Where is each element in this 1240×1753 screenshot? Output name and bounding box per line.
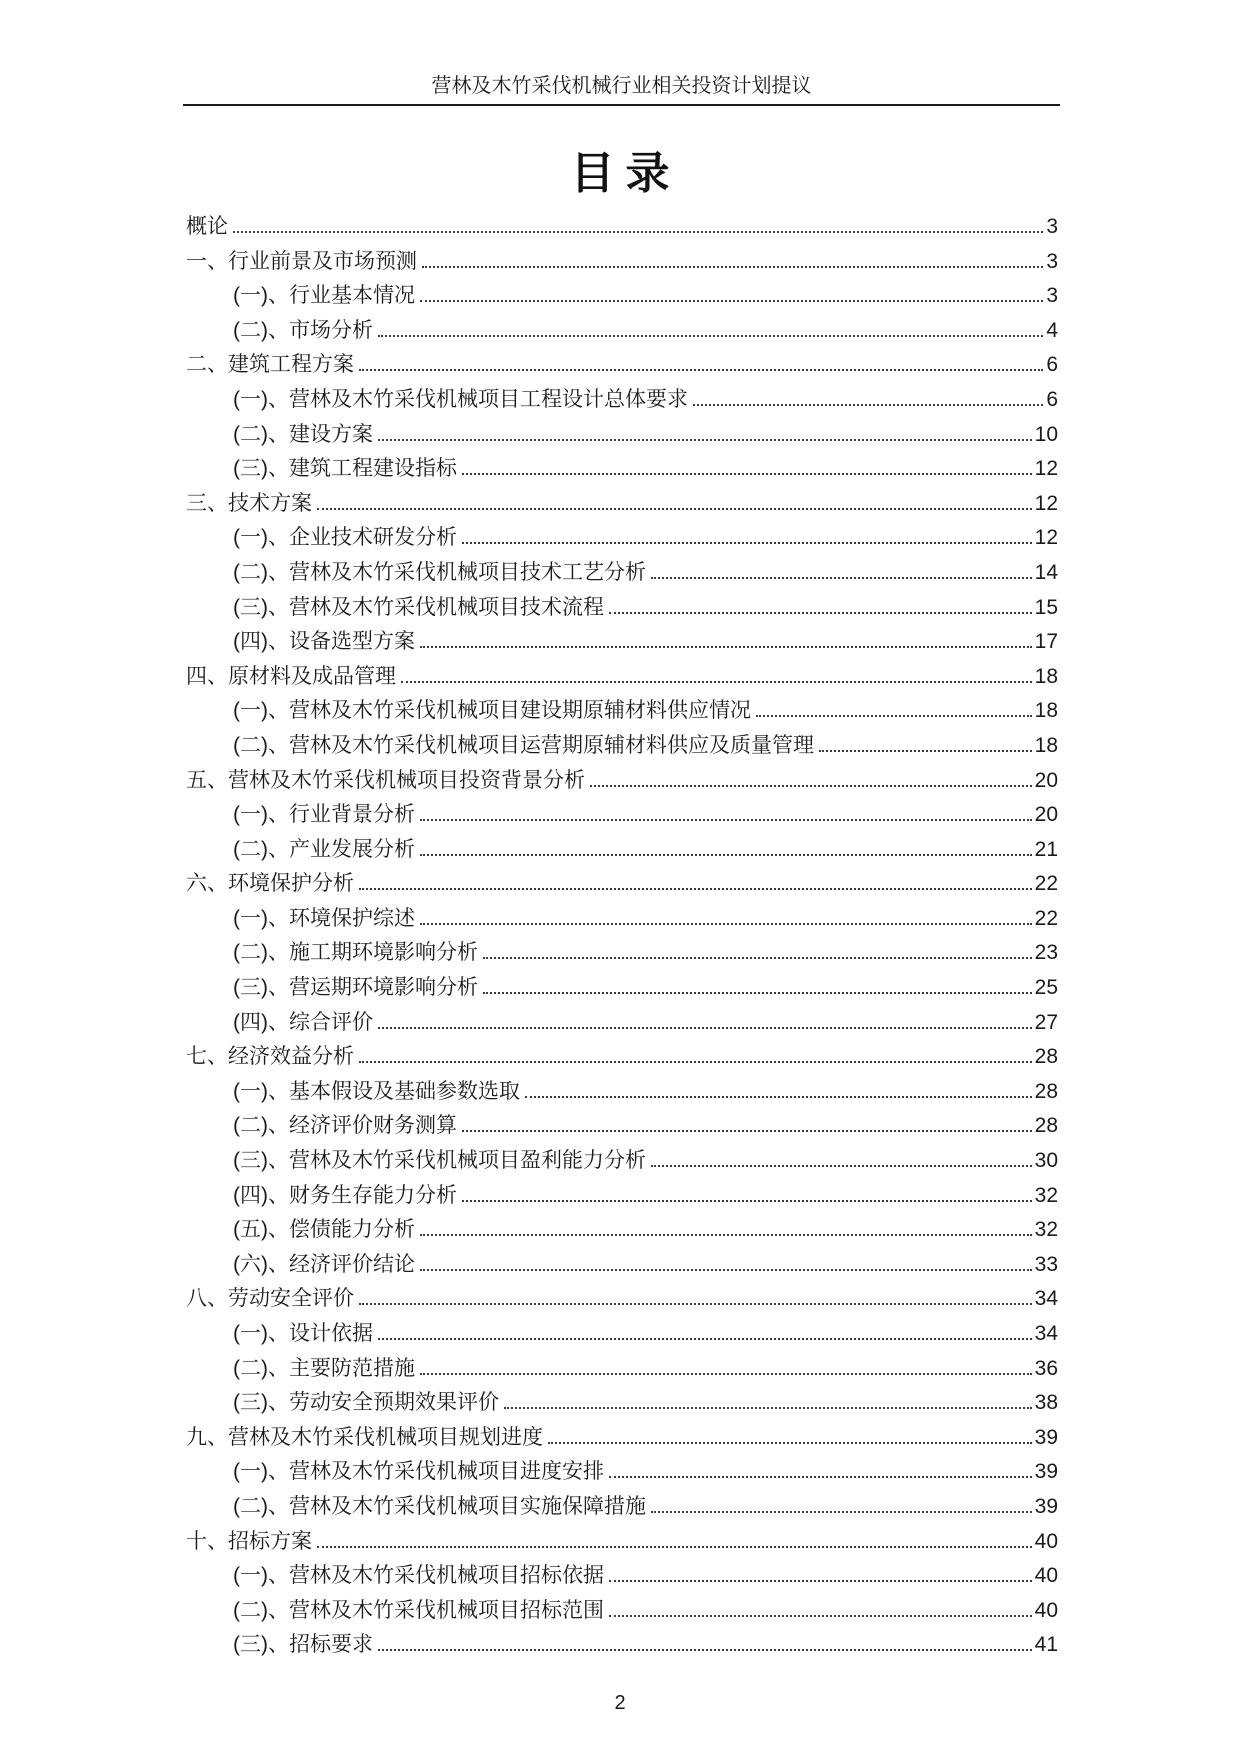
- toc-entry[interactable]: [186, 279, 1058, 314]
- dotted-leader: [401, 681, 1032, 683]
- toc-entry-label: 五、营林及木竹采伐机械项目投资背景分析: [186, 768, 585, 792]
- dotted-leader: [359, 1061, 1032, 1063]
- dotted-leader: [359, 888, 1032, 890]
- toc-entry-page-number: 34: [1034, 1322, 1058, 1345]
- toc-entry-page-number: 40: [1034, 1529, 1058, 1553]
- toc-entry-page-number: 39: [1034, 1425, 1058, 1449]
- toc-entry-label: 七、经济效益分析: [186, 1045, 354, 1069]
- dotted-leader: [609, 1615, 1032, 1617]
- dotted-leader: [359, 369, 1043, 371]
- toc-entry[interactable]: [186, 245, 1058, 280]
- toc-entry-page-number: 3: [1046, 215, 1058, 238]
- toc-entry[interactable]: [186, 1421, 1058, 1456]
- toc-entry-label: (三)、招标要求: [233, 1633, 373, 1657]
- toc-entry-page-number: 15: [1034, 595, 1058, 619]
- toc-entry-label: (三)、建筑工程建设指标: [233, 457, 457, 481]
- toc-entry[interactable]: [186, 556, 1058, 591]
- dotted-leader: [378, 1338, 1032, 1340]
- toc-entry[interactable]: [186, 418, 1058, 453]
- toc-entry-page-number: 40: [1034, 1564, 1058, 1588]
- dotted-leader: [525, 1096, 1032, 1098]
- toc-entry-label: (二)、营林及木竹采伐机械项目招标范围: [233, 1598, 604, 1622]
- toc-entry[interactable]: [186, 314, 1058, 349]
- dotted-leader: [420, 300, 1043, 302]
- toc-entry-label: (二)、市场分析: [233, 318, 373, 342]
- toc-entry-label: (一)、营林及木竹采伐机械项目招标依据: [233, 1564, 604, 1588]
- toc-entry[interactable]: [186, 936, 1058, 971]
- toc-title: 目 录: [570, 149, 670, 198]
- toc-entry-page-number: 32: [1034, 1183, 1058, 1207]
- dotted-leader: [420, 1269, 1032, 1271]
- toc-entry[interactable]: [186, 348, 1058, 383]
- toc-entry[interactable]: [186, 1213, 1058, 1248]
- toc-entry-page-number: 3: [1046, 284, 1058, 308]
- toc-entry-page-number: 41: [1034, 1633, 1058, 1657]
- toc-entry-page-number: 20: [1034, 803, 1058, 827]
- dotted-leader: [462, 542, 1032, 544]
- dotted-leader: [462, 1200, 1032, 1202]
- toc-entry[interactable]: [186, 1144, 1058, 1179]
- toc-entry-page-number: 33: [1034, 1252, 1058, 1276]
- dotted-leader: [462, 473, 1032, 475]
- toc-entry-label: (一)、行业背景分析: [233, 803, 415, 827]
- toc-entry-page-number: 6: [1046, 387, 1058, 411]
- toc-entry[interactable]: [186, 764, 1058, 799]
- dotted-leader: [420, 646, 1032, 648]
- toc-entry-page-number: 34: [1034, 1287, 1058, 1311]
- dotted-leader: [420, 854, 1032, 856]
- dotted-leader: [651, 1165, 1032, 1167]
- dotted-leader: [590, 785, 1032, 787]
- toc-entry[interactable]: [186, 1179, 1058, 1214]
- dotted-leader: [317, 1546, 1032, 1548]
- toc-entry-label: (一)、行业基本情况: [233, 284, 415, 308]
- dotted-leader: [420, 819, 1032, 821]
- toc-entry-page-number: 27: [1034, 1010, 1058, 1034]
- page-footer: [0, 1692, 1240, 1715]
- toc-entry-label: (五)、偿债能力分析: [233, 1218, 415, 1242]
- toc-entry-label: 九、营林及木竹采伐机械项目规划进度: [186, 1425, 543, 1449]
- toc-entry-page-number: 36: [1034, 1356, 1058, 1380]
- toc-entry[interactable]: [186, 452, 1058, 487]
- toc-entry[interactable]: [186, 1248, 1058, 1283]
- toc-entry-page-number: 39: [1034, 1494, 1058, 1518]
- toc-entry[interactable]: [186, 1282, 1058, 1317]
- toc-entry-page-number: 28: [1034, 1114, 1058, 1138]
- toc-entry-label: (四)、财务生存能力分析: [233, 1183, 457, 1207]
- toc-entry[interactable]: [186, 521, 1058, 556]
- dotted-leader: [651, 1511, 1032, 1513]
- dotted-leader: [483, 992, 1032, 994]
- dotted-leader: [422, 266, 1043, 268]
- toc-list: [186, 210, 1058, 1663]
- toc-entry[interactable]: [186, 1317, 1058, 1352]
- toc-entry-page-number: 22: [1034, 872, 1058, 896]
- toc-entry[interactable]: [186, 625, 1058, 660]
- toc-entry-page-number: 12: [1034, 526, 1058, 550]
- toc-entry[interactable]: [186, 1352, 1058, 1387]
- toc-entry[interactable]: [186, 660, 1058, 695]
- toc-entry-label: (一)、企业技术研发分析: [233, 526, 457, 550]
- toc-entry-label: 一、行业前景及市场预测: [186, 249, 417, 273]
- toc-entry-label: 二、建筑工程方案: [186, 353, 354, 377]
- toc-entry[interactable]: [186, 210, 1058, 245]
- toc-entry-page-number: 40: [1034, 1598, 1058, 1622]
- toc-entry-label: 三、技术方案: [186, 491, 312, 515]
- toc-entry-page-number: 39: [1034, 1460, 1058, 1484]
- dotted-leader: [359, 1303, 1032, 1305]
- toc-entry[interactable]: [186, 1594, 1058, 1629]
- toc-entry-page-number: 12: [1034, 457, 1058, 481]
- toc-entry-page-number: 6: [1046, 353, 1058, 377]
- dotted-leader: [420, 923, 1032, 925]
- toc-entry-label: (二)、营林及木竹采伐机械项目实施保障措施: [233, 1494, 646, 1518]
- toc-entry[interactable]: [186, 1006, 1058, 1041]
- toc-entry-label: (三)、劳动安全预期效果评价: [233, 1391, 499, 1415]
- toc-entry-label: 概论: [186, 215, 228, 238]
- toc-entry[interactable]: [186, 902, 1058, 937]
- toc-entry-label: (二)、施工期环境影响分析: [233, 941, 478, 965]
- toc-entry[interactable]: [186, 591, 1058, 626]
- toc-entry[interactable]: [186, 833, 1058, 868]
- dotted-leader: [609, 612, 1032, 614]
- dotted-leader: [233, 231, 1043, 233]
- toc-entry-page-number: 25: [1034, 976, 1058, 1000]
- toc-entry[interactable]: [186, 798, 1058, 833]
- toc-entry-label: 十、招标方案: [186, 1529, 312, 1553]
- dotted-leader: [693, 404, 1043, 406]
- toc-entry[interactable]: [186, 383, 1058, 418]
- toc-entry[interactable]: [186, 1109, 1058, 1144]
- toc-entry-label: (一)、环境保护综述: [233, 906, 415, 930]
- dotted-leader: [420, 1234, 1032, 1236]
- toc-entry[interactable]: [186, 1386, 1058, 1421]
- toc-entry-label: (三)、营林及木竹采伐机械项目盈利能力分析: [233, 1149, 646, 1173]
- toc-entry-label: (一)、营林及木竹采伐机械项目进度安排: [233, 1460, 604, 1484]
- dotted-leader: [483, 957, 1032, 959]
- dotted-leader: [651, 577, 1032, 579]
- dotted-leader: [462, 1130, 1032, 1132]
- dotted-leader: [378, 335, 1043, 337]
- toc-entry-page-number: 32: [1034, 1218, 1058, 1242]
- toc-entry-page-number: 38: [1034, 1391, 1058, 1415]
- dotted-leader: [609, 1580, 1032, 1582]
- toc-entry-page-number: 28: [1034, 1079, 1058, 1103]
- toc-entry[interactable]: [186, 729, 1058, 764]
- toc-entry-label: (一)、设计依据: [233, 1322, 373, 1345]
- toc-entry-label: (三)、营运期环境影响分析: [233, 976, 478, 1000]
- toc-entry-page-number: 3: [1046, 249, 1058, 273]
- dotted-leader: [378, 439, 1032, 441]
- toc-entry-label: (二)、营林及木竹采伐机械项目技术工艺分析: [233, 560, 646, 584]
- toc-entry-label: (二)、建设方案: [233, 422, 373, 446]
- toc-entry-label: (一)、营林及木竹采伐机械项目工程设计总体要求: [233, 387, 688, 411]
- toc-entry[interactable]: [186, 1040, 1058, 1075]
- toc-entry-page-number: 23: [1034, 941, 1058, 965]
- toc-entry-page-number: 21: [1034, 837, 1058, 861]
- toc-entry[interactable]: [186, 1628, 1058, 1663]
- dotted-leader: [609, 1476, 1032, 1478]
- page-header: [183, 74, 1060, 106]
- toc-entry-page-number: 10: [1034, 422, 1058, 446]
- toc-entry[interactable]: [186, 867, 1058, 902]
- toc-entry[interactable]: [186, 971, 1058, 1006]
- toc-entry-page-number: 22: [1034, 906, 1058, 930]
- toc-entry-page-number: 18: [1034, 733, 1058, 757]
- toc-entry[interactable]: [186, 487, 1058, 522]
- dotted-leader: [317, 508, 1032, 510]
- toc-entry-page-number: 14: [1034, 560, 1058, 584]
- toc-entry-label: (三)、营林及木竹采伐机械项目技术流程: [233, 595, 604, 619]
- toc-entry[interactable]: [186, 1559, 1058, 1594]
- footer-page-number: 2: [614, 1692, 626, 1714]
- toc-entry[interactable]: [186, 1525, 1058, 1560]
- page-header-title: 营林及木竹采伐机械行业相关投资计划提议: [431, 75, 812, 97]
- toc-entry-page-number: 12: [1034, 491, 1058, 515]
- toc-entry-label: (四)、综合评价: [233, 1010, 373, 1034]
- dotted-leader: [504, 1407, 1032, 1409]
- dotted-leader: [819, 750, 1032, 752]
- toc-entry-label: 八、劳动安全评价: [186, 1287, 354, 1311]
- toc-entry[interactable]: [186, 1455, 1058, 1490]
- toc-entry-page-number: 17: [1034, 630, 1058, 654]
- toc-entry[interactable]: [186, 694, 1058, 729]
- toc-entry-page-number: 4: [1046, 318, 1058, 342]
- toc-entry-page-number: 30: [1034, 1149, 1058, 1173]
- toc-entry-label: 四、原材料及成品管理: [186, 664, 396, 688]
- dotted-leader: [378, 1649, 1032, 1651]
- dotted-leader: [756, 715, 1032, 717]
- toc-entry-label: (六)、经济评价结论: [233, 1252, 415, 1276]
- toc-entry-label: (四)、设备选型方案: [233, 630, 415, 654]
- dotted-leader: [420, 1373, 1032, 1375]
- toc-entry-label: (一)、营林及木竹采伐机械项目建设期原辅材料供应情况: [233, 699, 751, 723]
- toc-entry-label: (二)、主要防范措施: [233, 1356, 415, 1380]
- toc-entry-page-number: 28: [1034, 1045, 1058, 1069]
- dotted-leader: [378, 1027, 1032, 1029]
- toc-entry-page-number: 18: [1034, 664, 1058, 688]
- toc-entry-label: (二)、营林及木竹采伐机械项目运营期原辅材料供应及质量管理: [233, 733, 814, 757]
- toc-entry-label: 六、环境保护分析: [186, 872, 354, 896]
- toc-entry-label: (一)、基本假设及基础参数选取: [233, 1079, 520, 1103]
- toc-entry[interactable]: [186, 1075, 1058, 1110]
- toc-entry-page-number: 18: [1034, 699, 1058, 723]
- toc-entry[interactable]: [186, 1490, 1058, 1525]
- toc-entry-page-number: 20: [1034, 768, 1058, 792]
- toc-entry-label: (二)、经济评价财务测算: [233, 1114, 457, 1138]
- dotted-leader: [548, 1442, 1032, 1444]
- toc-entry-label: (二)、产业发展分析: [233, 837, 415, 861]
